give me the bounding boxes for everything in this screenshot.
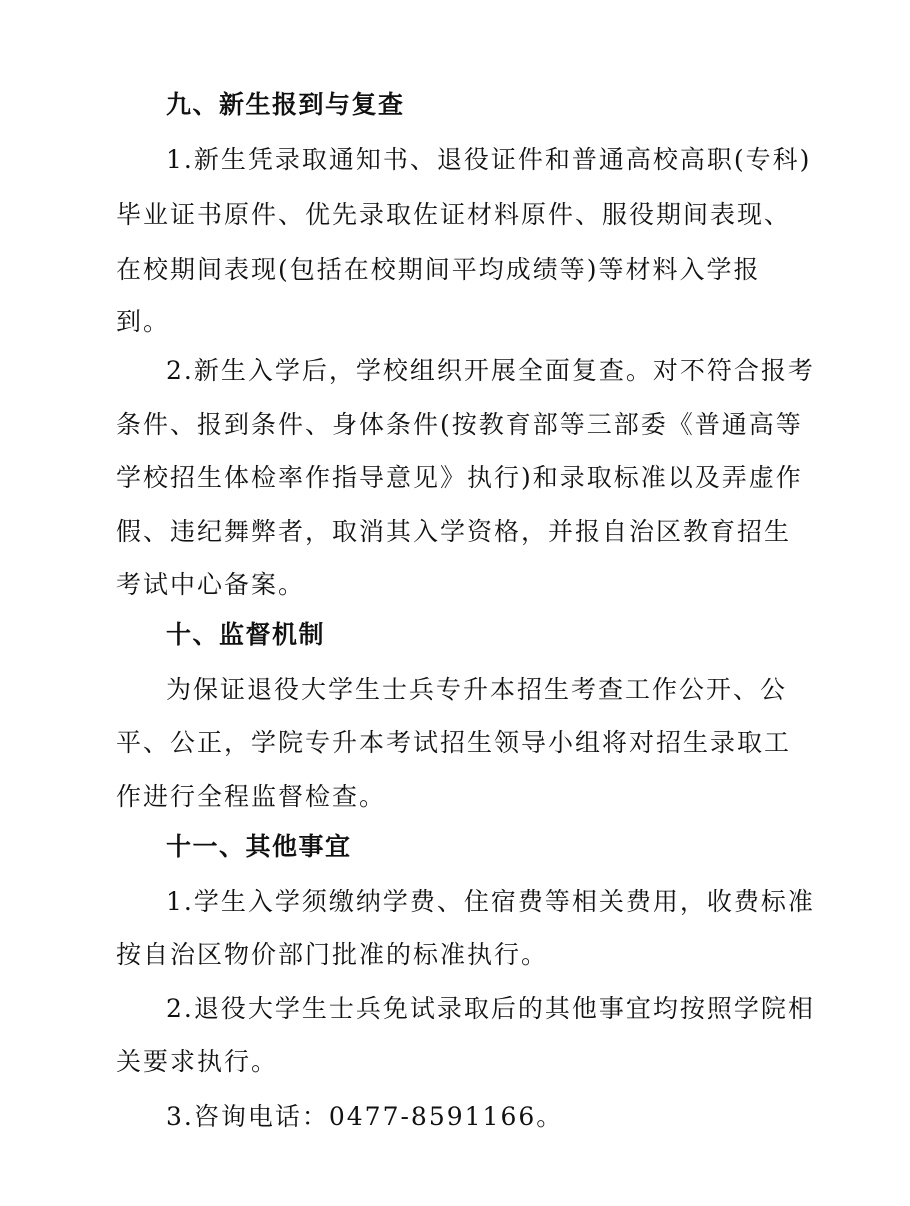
section-11-item-1-line-2: 按自治区物价部门批准的标准执行。 — [116, 940, 549, 969]
section-9-item-1-line-3: 在校期间表现(包括在校期间平均成绩等)等材料入学报 — [116, 255, 761, 284]
section-10-line-3: 作进行全程监督检查。 — [116, 782, 387, 811]
section-11-item-3-phone: 3.咨询电话：0477-8591166。 — [166, 1102, 564, 1131]
section-10-line-2: 平、公正，学院专升本考试招生领导小组将对招生录取工 — [116, 728, 792, 757]
section-9-heading: 九、新生报到与复查 — [166, 90, 405, 119]
section-9-item-1-line-2: 毕业证书原件、优先录取佐证材料原件、服役期间表现、 — [116, 200, 792, 229]
section-10-line-1: 为保证退役大学生士兵专升本招生考查工作公开、公 — [166, 675, 788, 704]
section-9-item-2-line-3: 学校招生体检率作指导意见》执行)和录取标准以及弄虚作 — [116, 463, 803, 492]
section-11-heading: 十一、其他事宜 — [166, 832, 352, 861]
section-9-item-2-line-2: 条件、报到条件、身体条件(按教育部等三部委《普通高等 — [116, 410, 803, 439]
section-11-item-2-line-2: 关要求执行。 — [116, 1047, 279, 1076]
section-9-item-2-line-5: 考试中心备案。 — [116, 570, 306, 599]
section-9-item-2-line-1: 2.新生入学后，学校组织开展全面复查。对不符合报考 — [166, 356, 815, 385]
section-9-item-1-line-1: 1.新生凭录取通知书、退役证件和普通高校高职(专科) — [166, 145, 812, 174]
section-9-item-1-line-4: 到。 — [116, 307, 171, 336]
section-11-item-2-line-1: 2.退役大学生士兵免试录取后的其他事宜均按照学院相 — [166, 994, 815, 1023]
section-9-item-2-line-4: 假、违纪舞弊者，取消其入学资格，并报自治区教育招生 — [116, 517, 792, 546]
section-11-item-1-line-1: 1.学生入学须缴纳学费、住宿费等相关费用，收费标准 — [166, 887, 815, 916]
section-10-heading: 十、监督机制 — [166, 620, 326, 649]
